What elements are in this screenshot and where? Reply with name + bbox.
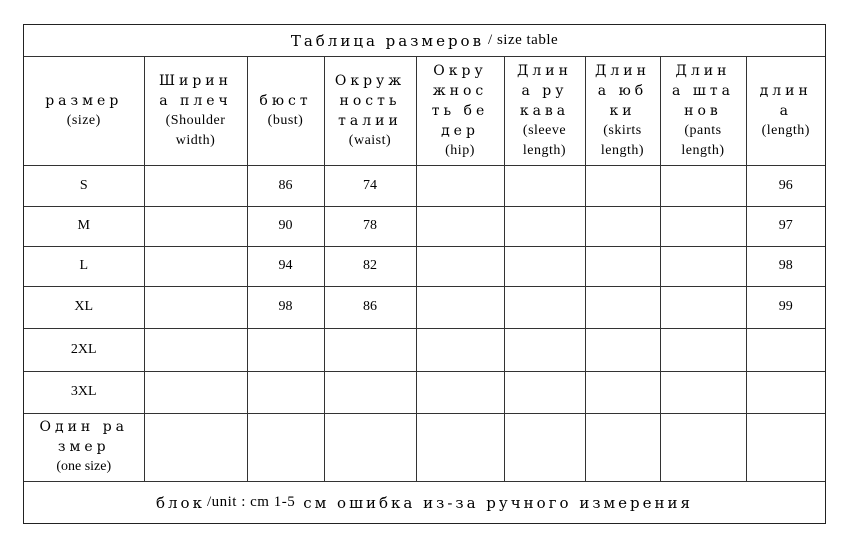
table-row — [24, 328, 825, 371]
column-header-ru: Окруж ность талии — [334, 72, 406, 129]
header-row — [24, 57, 825, 165]
measure-cell — [746, 328, 825, 371]
measure-cell — [660, 371, 746, 413]
table-row — [24, 206, 825, 246]
measure-cell: 86 — [324, 286, 416, 328]
size-label: M — [24, 206, 144, 246]
column-header-en: (skirts length) — [600, 122, 645, 158]
one-size-ru: Один ра змер — [39, 419, 129, 455]
measure-cell — [660, 328, 746, 371]
column-header — [416, 57, 504, 165]
footer-ru-a: блок — [156, 493, 205, 512]
size-label: 2XL — [24, 328, 144, 371]
measure-cell: 86 — [247, 165, 324, 206]
column-header — [660, 57, 746, 165]
column-header-en: (length) — [761, 122, 810, 138]
measure-cell: 99 — [746, 286, 825, 328]
measure-cell — [416, 206, 504, 246]
column-header — [504, 57, 585, 165]
measure-cell — [416, 165, 504, 206]
size-chart — [23, 24, 826, 524]
measure-cell — [416, 413, 504, 481]
measure-cell — [247, 413, 324, 481]
measure-cell — [144, 165, 247, 206]
column-header-en: (sleeve length) — [522, 122, 567, 158]
column-header-en: (hip) — [445, 142, 475, 158]
measure-cell — [585, 328, 660, 371]
measure-cell — [504, 206, 585, 246]
column-header — [585, 57, 660, 165]
table-row — [24, 246, 825, 286]
measure-cell — [746, 413, 825, 481]
column-header — [746, 57, 825, 165]
measure-cell — [144, 286, 247, 328]
footer-en: /unit : cm 1-5 — [206, 494, 296, 510]
measure-cell — [585, 371, 660, 413]
size-label: L — [24, 246, 144, 286]
column-header — [24, 57, 144, 165]
column-header-ru: Длин а шта нов — [672, 62, 734, 119]
measure-cell — [504, 165, 585, 206]
column-header-ru: Окру жнос ть бе дер — [431, 62, 489, 139]
measure-cell — [585, 165, 660, 206]
column-header-en: (size) — [66, 112, 101, 128]
measure-cell — [247, 328, 324, 371]
measure-cell — [144, 413, 247, 481]
column-header-en: (waist) — [348, 132, 392, 148]
size-label: S — [24, 165, 144, 206]
column-header-ru: длин а — [759, 82, 812, 119]
footer-ru-b: см ошибка из-за ручного измерения — [303, 493, 693, 512]
measure-cell — [660, 286, 746, 328]
measure-cell: 96 — [746, 165, 825, 206]
measure-cell — [585, 246, 660, 286]
measure-cell — [585, 413, 660, 481]
column-header — [324, 57, 416, 165]
measure-cell: 78 — [324, 206, 416, 246]
column-header-ru: бюст — [259, 92, 312, 109]
column-header — [247, 57, 324, 165]
title-en: / size table — [488, 32, 559, 48]
measure-cell — [660, 165, 746, 206]
measure-cell — [324, 371, 416, 413]
measure-cell — [585, 286, 660, 328]
measure-cell: 94 — [247, 246, 324, 286]
measure-cell — [144, 371, 247, 413]
size-label: 3XL — [24, 371, 144, 413]
measure-cell — [247, 371, 324, 413]
table-row — [24, 371, 825, 413]
measure-cell — [144, 328, 247, 371]
chart-title — [24, 25, 825, 57]
measure-cell — [504, 413, 585, 481]
one-size-en: (one size) — [56, 459, 112, 474]
one-size-label — [24, 413, 144, 481]
column-header — [144, 57, 247, 165]
measure-cell — [504, 328, 585, 371]
table-row — [24, 286, 825, 328]
column-header-ru: размер — [45, 92, 123, 109]
column-header-en: (pants length) — [681, 122, 725, 158]
measure-cell — [144, 246, 247, 286]
size-label: XL — [24, 286, 144, 328]
footer-note — [24, 481, 825, 523]
column-header-ru: Длин а ру кава — [517, 62, 572, 119]
table-row — [24, 165, 825, 206]
measure-cell — [504, 286, 585, 328]
measure-cell — [324, 328, 416, 371]
measure-cell: 98 — [247, 286, 324, 328]
measure-cell: 90 — [247, 206, 324, 246]
measure-cell — [144, 206, 247, 246]
title-ru: Таблица размеров — [290, 31, 485, 50]
measure-cell: 82 — [324, 246, 416, 286]
measure-cell — [660, 413, 746, 481]
measure-cell — [416, 246, 504, 286]
measure-cell — [416, 371, 504, 413]
measure-cell: 98 — [746, 246, 825, 286]
measure-cell — [660, 206, 746, 246]
table-row-one-size — [24, 413, 825, 481]
size-table — [24, 57, 825, 482]
measure-cell: 97 — [746, 206, 825, 246]
column-header-ru: Ширин а плеч — [159, 72, 232, 109]
measure-cell — [324, 413, 416, 481]
column-header-en: (bust) — [267, 112, 304, 128]
measure-cell — [585, 206, 660, 246]
measure-cell — [416, 286, 504, 328]
measure-cell — [504, 246, 585, 286]
measure-cell: 74 — [324, 165, 416, 206]
column-header-ru: Длин а юб ки — [595, 62, 650, 119]
measure-cell — [416, 328, 504, 371]
column-header-en: (Shoulder width) — [165, 112, 226, 148]
measure-cell — [660, 246, 746, 286]
measure-cell — [504, 371, 585, 413]
measure-cell — [746, 371, 825, 413]
